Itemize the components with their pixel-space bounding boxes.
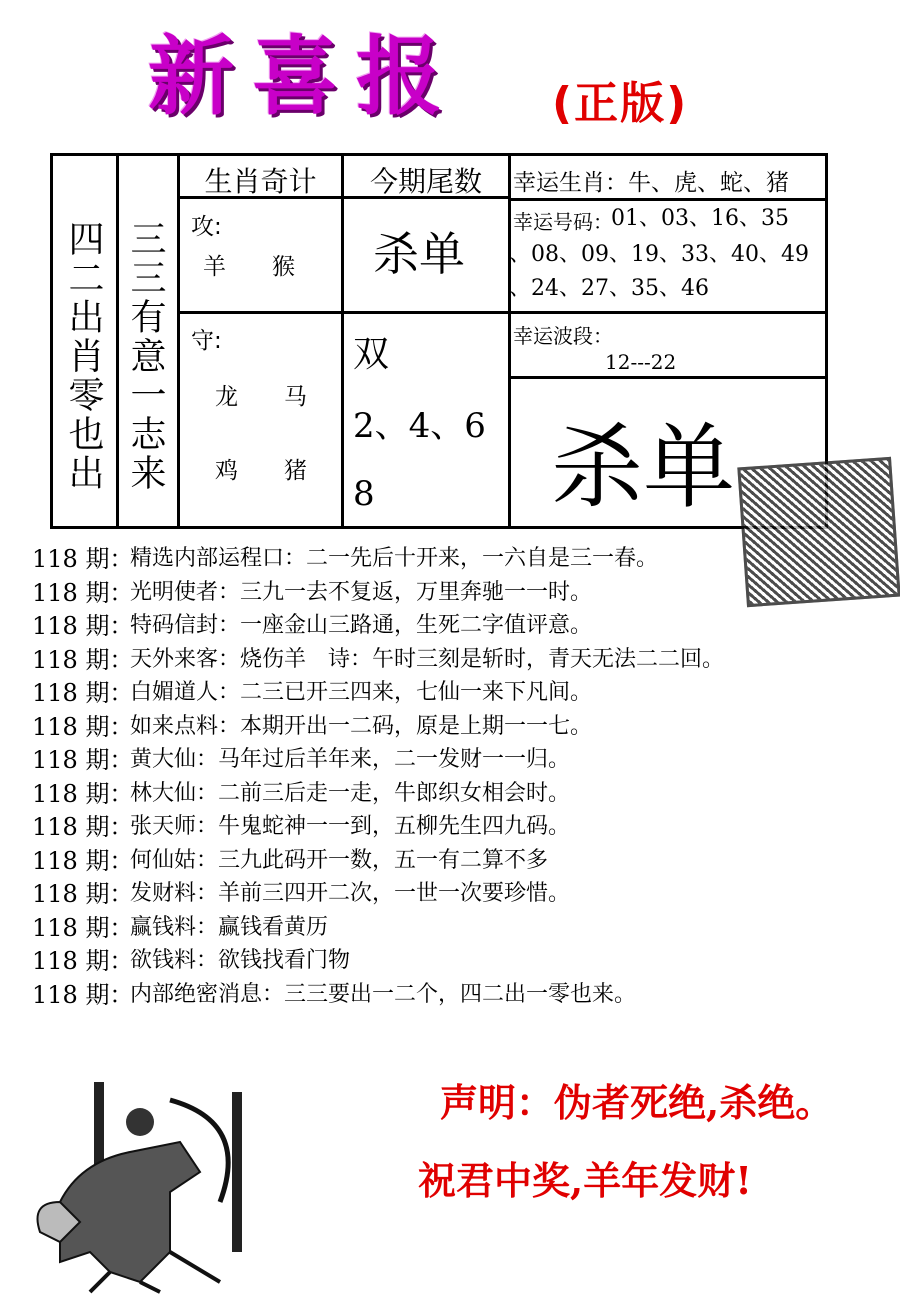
issue-prefix: 118 期： — [32, 813, 134, 842]
defend-animals-2: 鸡 猪 — [215, 458, 307, 484]
left-column-1: 四二出肖零也出 — [63, 220, 104, 493]
issue-prefix: 118 期： — [32, 913, 134, 942]
issue-prefix: 118 期： — [32, 645, 134, 674]
lucky-numbers-2: 、08、09、19、33、40、49 — [509, 242, 809, 267]
header-zodiac: 生肖奇计 — [204, 165, 317, 198]
list-item — [32, 909, 752, 943]
list-item — [32, 942, 752, 976]
lucky-wave-label: 幸运波段： — [513, 324, 613, 348]
page-title: 新喜报 — [148, 26, 460, 127]
lucky-numbers-1: 01、03、16、35 — [611, 206, 789, 231]
forecast-text: 如来点料：本期开出一二码，原是上期一一七。 — [130, 713, 593, 739]
tail-even-nums-1: 2、4、6 — [353, 406, 486, 446]
statement: 声明：伪者死绝,杀绝。 — [440, 1080, 834, 1125]
forecast-text: 发财料：羊前三四开二次，一世一次要珍惜。 — [130, 881, 571, 907]
issue-prefix: 118 期： — [32, 612, 134, 641]
forecast-text: 天外来客：烧伤羊 诗：午时三刻是斩时，青天无法二二回。 — [130, 646, 725, 672]
attack-label: 攻: — [191, 214, 222, 240]
forecast-text: 光明使者：三九一去不复返，万里奔驰一一时。 — [130, 579, 593, 605]
issue-prefix: 118 期： — [32, 846, 134, 875]
list-item — [32, 842, 752, 876]
list-item — [32, 607, 752, 641]
prediction-table — [50, 153, 828, 529]
header-tail: 今期尾数 — [369, 165, 482, 198]
forecast-text: 特码信封：一座金山三路通，生死二字值评意。 — [130, 613, 593, 639]
list-item — [32, 875, 752, 909]
defend-label: 守: — [191, 328, 222, 354]
tail-pick: 杀单 — [373, 227, 465, 281]
forecast-text: 赢钱料：赢钱看黄历 — [130, 914, 329, 940]
tail-even-label: 双 — [353, 334, 390, 375]
issue-prefix: 118 期： — [32, 980, 134, 1009]
issue-prefix: 118 期： — [32, 779, 134, 808]
forecast-text: 黄大仙：马年过后羊年来，二一发财一一归。 — [130, 747, 571, 773]
issue-prefix: 118 期： — [32, 712, 134, 741]
list-item — [32, 540, 752, 574]
forecast-text: 白媚道人：二三已开三四来，七仙一来下凡间。 — [130, 680, 593, 706]
list-item — [32, 708, 752, 742]
left-column-2: 三三有意一志来 — [125, 220, 166, 493]
archer-illustration — [20, 1082, 280, 1294]
attack-animals: 羊 猴 — [203, 254, 295, 280]
issue-prefix: 118 期： — [32, 880, 134, 909]
edition-label: (正版) — [552, 78, 689, 129]
list-item — [32, 641, 752, 675]
lucky-zodiac: 幸运生肖：牛、虎、蛇、猪 — [513, 170, 789, 196]
forecast-text: 张天师：牛鬼蛇神一一到，五柳先生四九码。 — [130, 814, 571, 840]
forecast-text: 精选内部运程口：二一先后十开来，一六自是三一春。 — [130, 546, 659, 572]
issue-prefix: 118 期： — [32, 746, 134, 775]
issue-prefix: 118 期： — [32, 578, 134, 607]
big-pick: 杀单 — [551, 414, 736, 521]
list-item — [32, 976, 752, 1010]
list-item — [32, 808, 752, 842]
lucky-numbers-label: 幸运号码： — [513, 210, 613, 234]
tail-even-nums-2: 8 — [353, 474, 375, 514]
seal-stamp — [737, 457, 900, 607]
lucky-wave-value: 12---22 — [605, 350, 677, 374]
list-item — [32, 674, 752, 708]
defend-animals-1: 龙 马 — [215, 384, 307, 410]
list-item — [32, 775, 752, 809]
forecast-text: 林大仙：二前三后走一走，牛郎织女相会时。 — [130, 780, 571, 806]
wish: 祝君中奖,羊年发财! — [418, 1158, 752, 1203]
forecast-list — [32, 540, 752, 1009]
issue-prefix: 118 期： — [32, 947, 134, 976]
list-item — [32, 741, 752, 775]
lucky-numbers-3: 、24、27、35、46 — [509, 276, 709, 301]
issue-prefix: 118 期： — [32, 679, 134, 708]
list-item — [32, 574, 752, 608]
issue-prefix: 118 期： — [32, 545, 134, 574]
forecast-text: 内部绝密消息：三三要出一二个，四二出一零也来。 — [130, 981, 637, 1007]
forecast-text: 欲钱料：欲钱找看门物 — [130, 948, 351, 974]
forecast-text: 何仙姑：三九此码开一数，五一有二算不多 — [130, 847, 549, 873]
